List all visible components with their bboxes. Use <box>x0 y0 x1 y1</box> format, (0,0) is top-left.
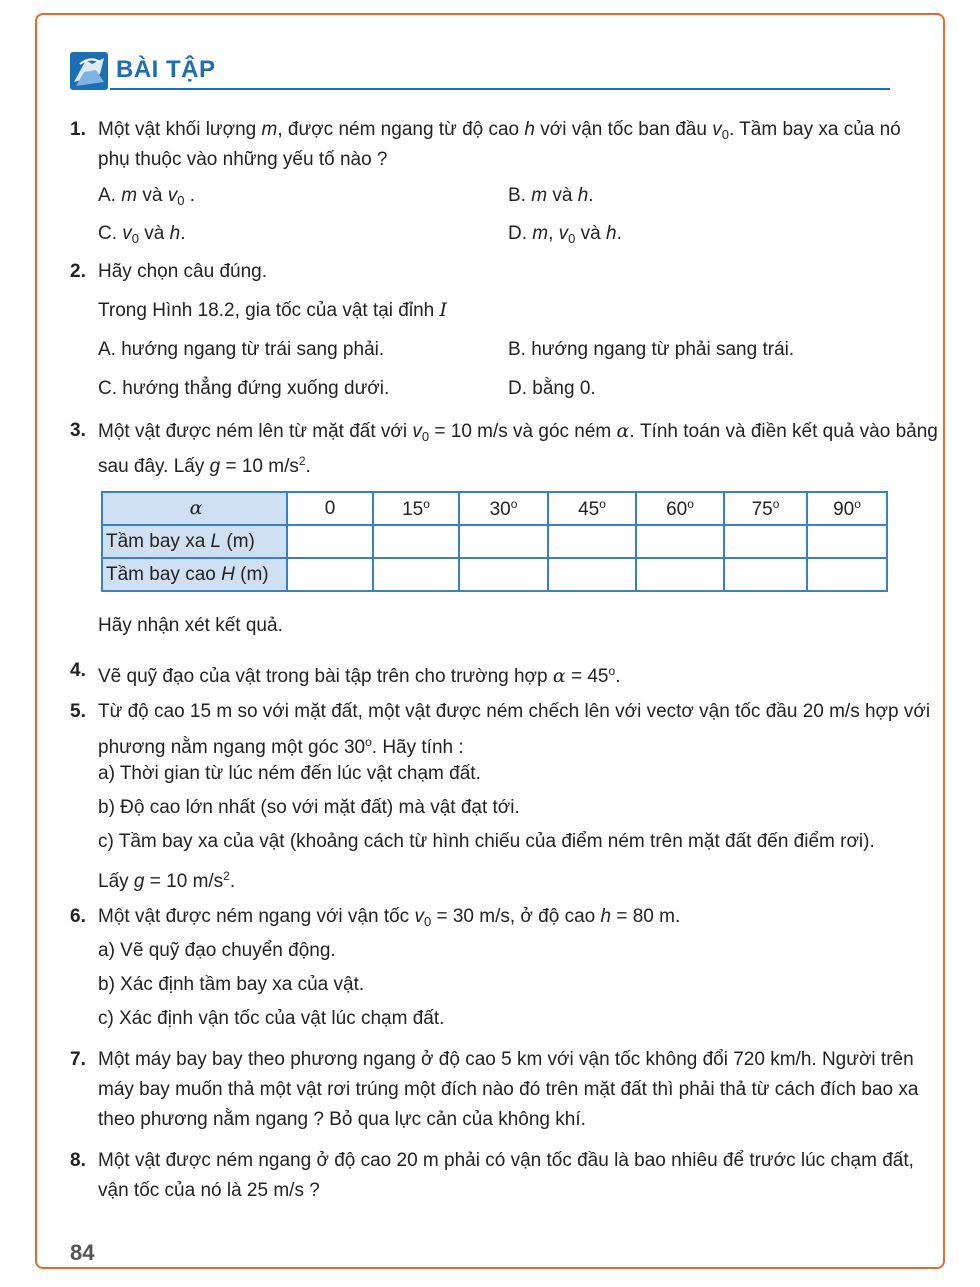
table-cell <box>373 558 459 591</box>
question-text: phụ thuộc vào những yếu tố nào ? <box>98 149 388 170</box>
question-text: Một vật được ném ngang ở độ cao 20 m phải có vận tốc đầu là bao nhiêu để trước lúc chạm đất, <box>98 1150 914 1171</box>
option-c: C. hướng thẳng đứng xuống dưới. <box>98 378 390 399</box>
question-text: sau đây. Lấy g = 10 $m/s^2$. <box>98 454 311 477</box>
table-row-label: Tầm bay xa L (m) <box>102 525 287 558</box>
table-header-cell: 60$^o$ <box>636 492 724 525</box>
question-text: Hãy chọn câu đúng. <box>98 261 268 282</box>
question-number: 8. <box>70 1150 86 1171</box>
question-text: Trong Hình 18.2, gia tốc của vật tại đỉnh I <box>98 299 448 321</box>
question-text: máy bay muốn thả một vật rơi trúng một đích nào đó trên mặt đất thì phải thả từ cách đích bao xa <box>98 1079 919 1100</box>
table-header-cell: 90$^o$ <box>807 492 887 525</box>
sub-question-c: c) Xác định vận tốc của vật lúc chạm đất. <box>98 1008 445 1029</box>
table-cell <box>373 525 459 558</box>
table-header-cell: α <box>102 492 287 525</box>
table-row <box>102 492 887 525</box>
question-number: 6. <box>70 906 86 927</box>
table-note: Hãy nhận xét kết quả. <box>98 615 283 636</box>
table-header-cell: 75$^o$ <box>724 492 807 525</box>
table-row <box>102 525 887 558</box>
sub-question-b: b) Xác định tầm bay xa của vật. <box>98 974 365 995</box>
question-text: Một vật khối lượng m, được ném ngang từ độ cao h với vận tốc ban đầu $v_0$. Tầm bay xa của nó <box>98 119 901 142</box>
table-cell <box>807 525 887 558</box>
table-row <box>102 558 887 591</box>
table-cell <box>548 525 636 558</box>
sub-question-c: c) Tầm bay xa của vật (khoảng cách từ hình chiếu của điểm ném trên mặt đất đến điểm rơi). <box>98 831 875 852</box>
question-number: 1. <box>70 119 86 140</box>
page-number: 84 <box>70 1240 95 1265</box>
table-header-cell: 0 <box>287 492 373 525</box>
table-cell <box>459 558 548 591</box>
question-text: theo phương nằm ngang ? Bỏ qua lực cản của không khí. <box>98 1109 586 1130</box>
question-number: 5. <box>70 701 86 722</box>
table-cell <box>287 558 373 591</box>
table-row-label: Tầm bay cao H (m) <box>102 558 287 591</box>
sub-question-b: b) Độ cao lớn nhất (so với mặt đất) mà vật đạt tới. <box>98 797 520 818</box>
table-cell <box>807 558 887 591</box>
question-text: vận tốc của nó là 25 m/s ? <box>98 1180 320 1201</box>
option-c: C. $v_0$ và h. <box>98 223 186 246</box>
table-cell <box>548 558 636 591</box>
question-text: Vẽ quỹ đạo của vật trong bài tập trên cho trường hợp $\alpha = 45^o$. <box>98 664 621 687</box>
exercise-logo-icon <box>70 52 108 90</box>
question-number: 4. <box>70 660 86 681</box>
results-table <box>101 491 888 592</box>
question-text: Từ độ cao 15 m so với mặt đất, một vật được ném chếch lên với vectơ vận tốc đầu 20 m/s hợp với <box>98 701 931 722</box>
table-header-cell: 45$^o$ <box>548 492 636 525</box>
table-cell <box>459 525 548 558</box>
table-cell <box>636 558 724 591</box>
section-title: BÀI TẬP <box>116 56 216 83</box>
question-number: 7. <box>70 1049 86 1070</box>
question-number: 2. <box>70 261 86 282</box>
question-text: phương nằm ngang một góc 30$^o$. Hãy tính : <box>98 735 464 758</box>
option-d: D. bằng 0. <box>508 378 596 399</box>
option-a: A. hướng ngang từ trái sang phải. <box>98 339 385 360</box>
option-d: D. m, $v_0$ và h. <box>508 223 622 246</box>
given-value: Lấy g = 10 $m/s^2$. <box>98 869 236 892</box>
sub-question-a: a) Thời gian từ lúc ném đến lúc vật chạm đất. <box>98 763 481 784</box>
table-header-cell: 15$^o$ <box>373 492 459 525</box>
option-b: B. m và h. <box>508 185 594 206</box>
question-number: 3. <box>70 420 86 441</box>
question-text: Một vật được ném lên từ mặt đất với $v_0 = 10$ m/s và góc ném α. Tính toán và điền kết quả vào bảng <box>98 420 938 444</box>
table-cell <box>636 525 724 558</box>
header-rule <box>110 88 890 90</box>
sub-question-a: a) Vẽ quỹ đạo chuyển động. <box>98 940 336 961</box>
table-cell <box>724 558 807 591</box>
question-text: Một máy bay bay theo phương ngang ở độ cao 5 km với vận tốc không đổi 720 km/h. Người trên <box>98 1049 914 1070</box>
section-header <box>70 52 890 92</box>
table-header-cell: 30$^o$ <box>459 492 548 525</box>
question-text: Một vật được ném ngang với vận tốc $v_0 = 30$ m/s, ở độ cao h = 80 m. <box>98 906 681 929</box>
table-cell <box>724 525 807 558</box>
option-a: A. m và $v_0$ . <box>98 185 195 208</box>
option-b: B. hướng ngang từ phải sang trái. <box>508 339 795 360</box>
table-cell <box>287 525 373 558</box>
